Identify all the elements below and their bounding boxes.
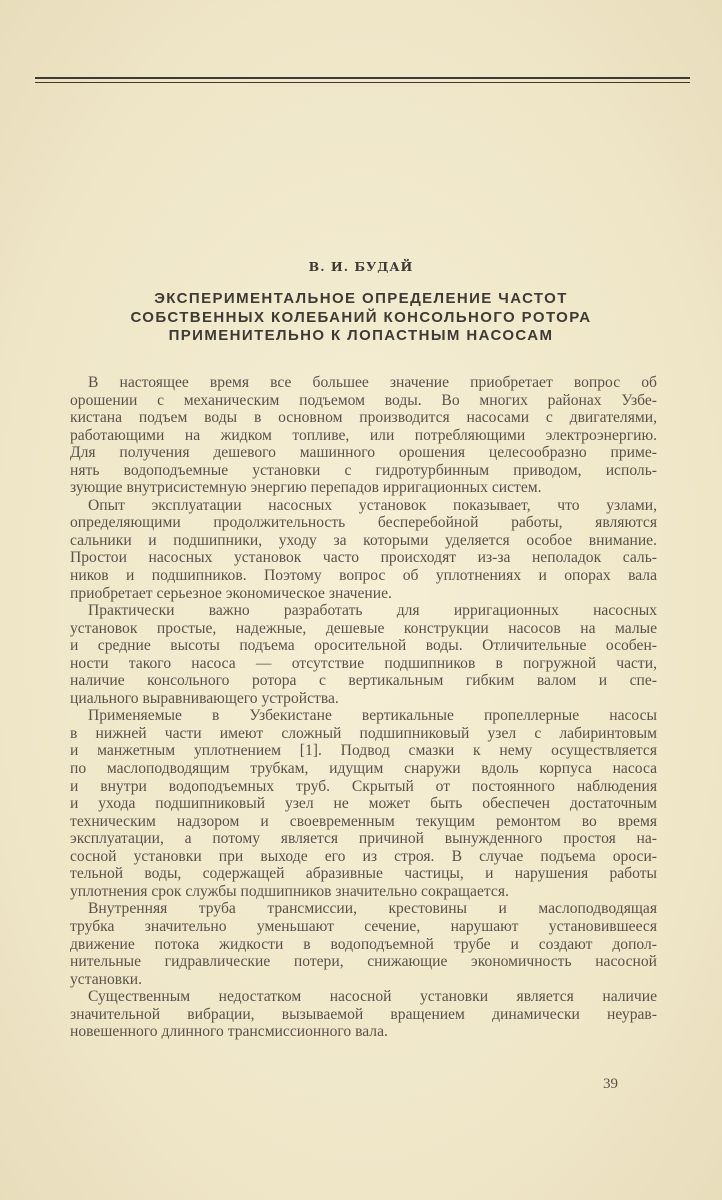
text-line: трубка значительно уменьшают сечение, нарушают установившееся [70, 917, 657, 935]
text-line: Простои насосных установок часто происходят из-за неполадок саль- [70, 549, 657, 567]
paragraph [70, 707, 657, 900]
article-title [0, 290, 722, 346]
text-line: Для получения дешевого машинного орошения целесообразно приме- [70, 444, 657, 462]
paragraph [70, 988, 657, 1041]
title-line: ПРИМЕНИТЕЛЬНО К ЛОПАСТНЫМ НАСОСАМ [168, 327, 554, 344]
text-line: и средние высоты подъема оросительной воды. Отличительные особен- [70, 637, 657, 655]
text-line: приобретает серьезное экономическое значение. [70, 584, 392, 602]
text-line: нительные гидравлические потери, снижающие экономичность насосной [70, 953, 657, 971]
paragraph [70, 602, 657, 707]
text-line: значительной вибрации, вызываемой вращением динамически неурав- [70, 1005, 657, 1023]
text-line: зующие внутрисистемную энергию перепадов ирригационных систем. [70, 479, 542, 497]
text-line: по маслоподводящим трубкам, идущим снаружи вдоль корпуса насоса [70, 760, 657, 778]
title-line: ЭКСПЕРИМЕНТАЛЬНОЕ ОПРЕДЕЛЕНИЕ ЧАСТОТ [154, 290, 568, 307]
title-line: СОБСТВЕННЫХ КОЛЕБАНИЙ КОНСОЛЬНОГО РОТОРА [130, 308, 592, 326]
text-line: Внутренняя труба трансмиссии, крестовины и маслоподводящая [88, 900, 657, 918]
text-line: работающими на жидком топливе, или потребляющими электроэнергию. [70, 426, 657, 444]
text-line: установок простые, надежные, дешевые конструкции насосов на малые [70, 619, 657, 637]
author-name: В. И. БУДАЙ [308, 259, 414, 274]
text-line: Применяемые в Узбекистане вертикальные пропеллерные насосы [88, 707, 657, 725]
article-body [70, 374, 657, 1041]
text-line: движение потока жидкости в водоподъемной трубе и создают допол- [70, 935, 657, 953]
paragraph [70, 374, 657, 497]
text-line: нять водоподъемные установки с гидротурбинным приводом, исполь- [70, 461, 657, 479]
paragraph [70, 497, 657, 602]
text-line: ности такого насоса — отсутствие подшипников в погружной части, [70, 654, 657, 672]
page-number: 39 [603, 1076, 618, 1092]
text-line: наличие консольного ротора с вертикальным гибким валом и спе- [70, 672, 657, 690]
text-line: в нижней части имеют сложный подшипниковый узел с лабиринтовым [70, 724, 657, 742]
text-line: новешенного длинного трансмиссионного вала. [70, 1023, 388, 1041]
text-line: сальники и подшипники, уходу за которыми уделяется особое внимание. [70, 531, 657, 549]
text-line: циального выравнивающего устройства. [70, 689, 339, 707]
text-line: Практически важно разработать для ирригационных насосных [88, 602, 657, 620]
header-rule-thick [35, 77, 690, 79]
text-line: кистана подъем воды в основном производится насосами с двигателями, [70, 409, 657, 427]
text-line: ников и подшипников. Поэтому вопрос об уплотнениях и опорах вала [70, 567, 657, 585]
text-line: Опыт эксплуатации насосных установок показывает, что узлами, [88, 496, 657, 514]
text-line: сосной установки при выходе его из строя. В случае подъема ороси- [70, 847, 657, 865]
text-line: и манжетным уплотнением [1]. Подвод смазки к нему осуществляется [70, 742, 657, 760]
text-line: и внутри водоподъемных труб. Скрытый от постоянного наблюдения [70, 777, 657, 795]
text-line: уплотнения срок службы подшипников значительно сокращается. [70, 882, 509, 900]
text-line: тельной воды, содержащей абразивные частицы, и нарушения работы [70, 865, 657, 883]
text-line: и ухода подшипниковый узел не может быть обеспечен достаточным [70, 795, 657, 813]
text-line: техническим надзором и своевременным текущим ремонтом во время [70, 812, 657, 830]
text-line: Существенным недостатком насосной установки является наличие [88, 988, 657, 1006]
text-line: орошении с механическим подъемом воды. Во многих районах Узбе- [70, 391, 657, 409]
paragraph [70, 900, 657, 988]
text-line: В настоящее время все большее значение приобретает вопрос об [88, 374, 657, 391]
text-line: эксплуатации, а потому является причиной вынужденного простоя на- [70, 830, 657, 848]
text-line: установки. [70, 970, 142, 988]
header-rule-thin [35, 82, 690, 83]
text-line: определяющими продолжительность бесперебойной работы, являются [70, 514, 657, 532]
